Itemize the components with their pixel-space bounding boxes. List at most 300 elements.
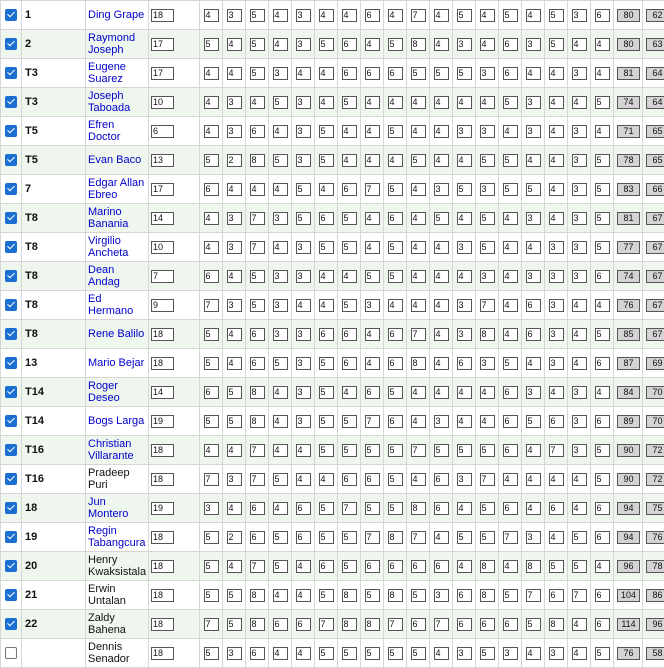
hole-score-input[interactable]: 6 <box>457 589 472 602</box>
hole-score-input[interactable]: 4 <box>411 270 426 283</box>
player-name-link[interactable] <box>88 61 126 85</box>
row-checkbox[interactable] <box>5 618 17 630</box>
hole-score-input[interactable]: 4 <box>434 357 449 370</box>
hole-score-input[interactable]: 4 <box>549 386 564 399</box>
handicap-input[interactable]: 18 <box>151 473 174 486</box>
hole-score-input[interactable]: 3 <box>434 415 449 428</box>
hole-score-input[interactable]: 4 <box>526 154 541 167</box>
hole-score-input[interactable]: 6 <box>365 560 380 573</box>
player-name-link[interactable] <box>88 90 130 114</box>
hole-score-input[interactable]: 8 <box>549 618 564 631</box>
hole-score-input[interactable]: 5 <box>204 38 219 51</box>
hole-score-input[interactable]: 3 <box>572 183 587 196</box>
hole-score-input[interactable]: 4 <box>273 502 288 515</box>
hole-score-input[interactable]: 3 <box>227 241 242 254</box>
hole-score-input[interactable]: 6 <box>319 212 334 225</box>
row-checkbox[interactable] <box>5 357 17 369</box>
hole-score-input[interactable]: 4 <box>273 589 288 602</box>
hole-score-input[interactable]: 4 <box>342 386 357 399</box>
hole-score-input[interactable]: 4 <box>526 502 541 515</box>
hole-score-input[interactable]: 7 <box>572 589 587 602</box>
hole-score-input[interactable]: 3 <box>480 125 495 138</box>
hole-score-input[interactable]: 6 <box>434 473 449 486</box>
hole-score-input[interactable]: 6 <box>595 415 610 428</box>
hole-score-input[interactable]: 4 <box>434 647 449 660</box>
hole-score-input[interactable]: 4 <box>227 328 242 341</box>
hole-score-input[interactable]: 6 <box>273 618 288 631</box>
hole-score-input[interactable]: 4 <box>319 473 334 486</box>
hole-score-input[interactable]: 5 <box>250 67 265 80</box>
player-name-link[interactable] <box>88 235 128 259</box>
hole-score-input[interactable]: 6 <box>204 270 219 283</box>
hole-score-input[interactable]: 6 <box>503 386 518 399</box>
row-checkbox[interactable] <box>5 183 17 195</box>
hole-score-input[interactable]: 3 <box>227 96 242 109</box>
hole-score-input[interactable]: 5 <box>204 589 219 602</box>
hole-score-input[interactable]: 7 <box>204 473 219 486</box>
player-name-link[interactable] <box>88 119 120 143</box>
hole-score-input[interactable]: 5 <box>503 96 518 109</box>
hole-score-input[interactable]: 4 <box>365 328 380 341</box>
hole-score-input[interactable]: 6 <box>411 618 426 631</box>
handicap-input[interactable]: 13 <box>151 154 174 167</box>
hole-score-input[interactable]: 7 <box>204 618 219 631</box>
handicap-input[interactable]: 18 <box>151 560 174 573</box>
hole-score-input[interactable]: 6 <box>296 502 311 515</box>
hole-score-input[interactable]: 4 <box>388 299 403 312</box>
hole-score-input[interactable]: 5 <box>204 531 219 544</box>
player-name-link[interactable] <box>88 32 135 56</box>
handicap-input[interactable]: 19 <box>151 415 174 428</box>
hole-score-input[interactable]: 5 <box>365 589 380 602</box>
hole-score-input[interactable]: 5 <box>411 67 426 80</box>
hole-score-input[interactable]: 4 <box>273 38 288 51</box>
hole-score-input[interactable]: 3 <box>572 270 587 283</box>
hole-score-input[interactable]: 4 <box>227 502 242 515</box>
hole-score-input[interactable]: 5 <box>342 444 357 457</box>
hole-score-input[interactable]: 5 <box>411 154 426 167</box>
hole-score-input[interactable]: 5 <box>572 560 587 573</box>
hole-score-input[interactable]: 5 <box>388 502 403 515</box>
row-checkbox[interactable] <box>5 96 17 108</box>
handicap-input[interactable]: 18 <box>151 589 174 602</box>
row-checkbox[interactable] <box>5 212 17 224</box>
hole-score-input[interactable]: 8 <box>250 618 265 631</box>
hole-score-input[interactable]: 5 <box>457 531 472 544</box>
hole-score-input[interactable]: 6 <box>250 328 265 341</box>
hole-score-input[interactable]: 5 <box>204 154 219 167</box>
hole-score-input[interactable]: 4 <box>549 212 564 225</box>
hole-score-input[interactable]: 5 <box>273 473 288 486</box>
hole-score-input[interactable]: 3 <box>549 328 564 341</box>
hole-score-input[interactable]: 3 <box>273 299 288 312</box>
hole-score-input[interactable]: 7 <box>526 589 541 602</box>
hole-score-input[interactable]: 8 <box>411 38 426 51</box>
hole-score-input[interactable]: 5 <box>365 270 380 283</box>
hole-score-input[interactable]: 7 <box>503 531 518 544</box>
hole-score-input[interactable]: 7 <box>365 531 380 544</box>
hole-score-input[interactable]: 4 <box>411 183 426 196</box>
handicap-input[interactable]: 18 <box>151 357 174 370</box>
hole-score-input[interactable]: 5 <box>526 415 541 428</box>
hole-score-input[interactable]: 5 <box>480 647 495 660</box>
hole-score-input[interactable]: 4 <box>457 96 472 109</box>
hole-score-input[interactable]: 5 <box>480 502 495 515</box>
hole-score-input[interactable]: 4 <box>595 125 610 138</box>
hole-score-input[interactable]: 6 <box>365 386 380 399</box>
hole-score-input[interactable]: 4 <box>572 357 587 370</box>
row-checkbox[interactable] <box>5 38 17 50</box>
hole-score-input[interactable]: 5 <box>342 647 357 660</box>
hole-score-input[interactable]: 4 <box>204 96 219 109</box>
hole-score-input[interactable]: 3 <box>457 328 472 341</box>
hole-score-input[interactable]: 5 <box>595 96 610 109</box>
hole-score-input[interactable]: 3 <box>457 473 472 486</box>
hole-score-input[interactable]: 4 <box>365 38 380 51</box>
hole-score-input[interactable]: 3 <box>434 589 449 602</box>
row-checkbox[interactable] <box>5 299 17 311</box>
hole-score-input[interactable]: 3 <box>549 647 564 660</box>
hole-score-input[interactable]: 5 <box>342 241 357 254</box>
hole-score-input[interactable]: 6 <box>549 415 564 428</box>
hole-score-input[interactable]: 6 <box>503 38 518 51</box>
player-name-link[interactable] <box>88 380 120 404</box>
hole-score-input[interactable]: 5 <box>595 647 610 660</box>
hole-score-input[interactable]: 3 <box>572 212 587 225</box>
hole-score-input[interactable]: 7 <box>365 415 380 428</box>
hole-score-input[interactable]: 4 <box>526 473 541 486</box>
hole-score-input[interactable]: 3 <box>572 444 587 457</box>
hole-score-input[interactable]: 6 <box>595 270 610 283</box>
hole-score-input[interactable]: 5 <box>273 560 288 573</box>
hole-score-input[interactable]: 8 <box>250 589 265 602</box>
hole-score-input[interactable]: 5 <box>388 473 403 486</box>
hole-score-input[interactable]: 4 <box>457 212 472 225</box>
hole-score-input[interactable]: 4 <box>457 154 472 167</box>
hole-score-input[interactable]: 3 <box>296 9 311 22</box>
hole-score-input[interactable]: 5 <box>365 647 380 660</box>
hole-score-input[interactable]: 5 <box>319 444 334 457</box>
hole-score-input[interactable]: 5 <box>388 125 403 138</box>
hole-score-input[interactable]: 7 <box>480 473 495 486</box>
hole-score-input[interactable]: 5 <box>434 67 449 80</box>
hole-score-input[interactable]: 4 <box>411 96 426 109</box>
hole-score-input[interactable]: 4 <box>273 444 288 457</box>
hole-score-input[interactable]: 3 <box>503 647 518 660</box>
handicap-input[interactable]: 18 <box>151 444 174 457</box>
handicap-input[interactable]: 18 <box>151 647 174 660</box>
hole-score-input[interactable]: 4 <box>388 154 403 167</box>
hole-score-input[interactable]: 7 <box>411 328 426 341</box>
hole-score-input[interactable]: 5 <box>595 241 610 254</box>
hole-score-input[interactable]: 2 <box>227 154 242 167</box>
hole-score-input[interactable]: 4 <box>503 328 518 341</box>
row-checkbox[interactable] <box>5 560 17 572</box>
handicap-input[interactable]: 7 <box>151 270 174 283</box>
hole-score-input[interactable]: 5 <box>388 270 403 283</box>
hole-score-input[interactable]: 7 <box>434 618 449 631</box>
hole-score-input[interactable]: 5 <box>503 183 518 196</box>
hole-score-input[interactable]: 7 <box>204 299 219 312</box>
hole-score-input[interactable]: 3 <box>572 241 587 254</box>
hole-score-input[interactable]: 4 <box>273 125 288 138</box>
hole-score-input[interactable]: 6 <box>319 328 334 341</box>
hole-score-input[interactable]: 6 <box>434 502 449 515</box>
hole-score-input[interactable]: 2 <box>227 531 242 544</box>
row-checkbox[interactable] <box>5 67 17 79</box>
hole-score-input[interactable]: 5 <box>250 38 265 51</box>
hole-score-input[interactable]: 6 <box>457 618 472 631</box>
hole-score-input[interactable]: 5 <box>411 589 426 602</box>
hole-score-input[interactable]: 3 <box>457 38 472 51</box>
hole-score-input[interactable]: 4 <box>411 473 426 486</box>
hole-score-input[interactable]: 5 <box>204 357 219 370</box>
hole-score-input[interactable]: 5 <box>273 357 288 370</box>
hole-score-input[interactable]: 5 <box>342 212 357 225</box>
hole-score-input[interactable]: 7 <box>411 9 426 22</box>
hole-score-input[interactable]: 3 <box>526 96 541 109</box>
hole-score-input[interactable]: 3 <box>572 386 587 399</box>
hole-score-input[interactable]: 5 <box>227 618 242 631</box>
hole-score-input[interactable]: 4 <box>457 560 472 573</box>
hole-score-input[interactable]: 6 <box>388 212 403 225</box>
hole-score-input[interactable]: 5 <box>595 328 610 341</box>
hole-score-input[interactable]: 7 <box>342 502 357 515</box>
handicap-input[interactable]: 18 <box>151 618 174 631</box>
hole-score-input[interactable]: 4 <box>204 67 219 80</box>
hole-score-input[interactable]: 7 <box>250 212 265 225</box>
hole-score-input[interactable]: 5 <box>319 38 334 51</box>
hole-score-input[interactable]: 4 <box>503 270 518 283</box>
hole-score-input[interactable]: 4 <box>503 299 518 312</box>
hole-score-input[interactable]: 4 <box>480 415 495 428</box>
hole-score-input[interactable]: 3 <box>526 38 541 51</box>
hole-score-input[interactable]: 5 <box>457 183 472 196</box>
hole-score-input[interactable]: 5 <box>434 212 449 225</box>
hole-score-input[interactable]: 3 <box>296 125 311 138</box>
hole-score-input[interactable]: 3 <box>549 241 564 254</box>
hole-score-input[interactable]: 4 <box>434 96 449 109</box>
hole-score-input[interactable]: 3 <box>480 183 495 196</box>
hole-score-input[interactable]: 5 <box>595 212 610 225</box>
hole-score-input[interactable]: 3 <box>480 67 495 80</box>
player-name-link[interactable] <box>88 177 144 201</box>
hole-score-input[interactable]: 6 <box>342 38 357 51</box>
hole-score-input[interactable]: 4 <box>434 241 449 254</box>
hole-score-input[interactable]: 4 <box>273 183 288 196</box>
hole-score-input[interactable]: 5 <box>319 531 334 544</box>
hole-score-input[interactable]: 5 <box>204 560 219 573</box>
hole-score-input[interactable]: 7 <box>250 560 265 573</box>
hole-score-input[interactable]: 3 <box>296 241 311 254</box>
hole-score-input[interactable]: 3 <box>526 386 541 399</box>
hole-score-input[interactable]: 4 <box>388 96 403 109</box>
hole-score-input[interactable]: 6 <box>503 502 518 515</box>
hole-score-input[interactable]: 3 <box>457 125 472 138</box>
handicap-input[interactable]: 10 <box>151 96 174 109</box>
hole-score-input[interactable]: 3 <box>296 415 311 428</box>
row-checkbox[interactable] <box>5 473 17 485</box>
player-name-link[interactable] <box>88 206 128 230</box>
hole-score-input[interactable]: 3 <box>296 270 311 283</box>
hole-score-input[interactable]: 5 <box>365 444 380 457</box>
hole-score-input[interactable]: 3 <box>227 212 242 225</box>
hole-score-input[interactable]: 5 <box>595 154 610 167</box>
hole-score-input[interactable]: 6 <box>250 531 265 544</box>
hole-score-input[interactable]: 5 <box>503 154 518 167</box>
player-name-link[interactable] <box>88 264 120 288</box>
hole-score-input[interactable]: 7 <box>250 241 265 254</box>
hole-score-input[interactable]: 4 <box>319 96 334 109</box>
hole-score-input[interactable]: 4 <box>204 125 219 138</box>
hole-score-input[interactable]: 3 <box>204 502 219 515</box>
hole-score-input[interactable]: 6 <box>595 357 610 370</box>
hole-score-input[interactable]: 5 <box>342 415 357 428</box>
hole-score-input[interactable]: 5 <box>526 618 541 631</box>
hole-score-input[interactable]: 4 <box>342 270 357 283</box>
hole-score-input[interactable]: 4 <box>296 444 311 457</box>
hole-score-input[interactable]: 4 <box>549 67 564 80</box>
hole-score-input[interactable]: 5 <box>342 531 357 544</box>
hole-score-input[interactable]: 8 <box>342 618 357 631</box>
hole-score-input[interactable]: 3 <box>480 270 495 283</box>
hole-score-input[interactable]: 5 <box>388 183 403 196</box>
row-checkbox[interactable] <box>5 531 17 543</box>
hole-score-input[interactable]: 5 <box>319 125 334 138</box>
hole-score-input[interactable]: 3 <box>526 212 541 225</box>
hole-score-input[interactable]: 6 <box>296 531 311 544</box>
hole-score-input[interactable]: 7 <box>411 444 426 457</box>
hole-score-input[interactable]: 4 <box>411 299 426 312</box>
hole-score-input[interactable]: 4 <box>457 415 472 428</box>
hole-score-input[interactable]: 4 <box>457 502 472 515</box>
hole-score-input[interactable]: 4 <box>273 647 288 660</box>
hole-score-input[interactable]: 4 <box>480 96 495 109</box>
hole-score-input[interactable]: 4 <box>595 299 610 312</box>
hole-score-input[interactable]: 3 <box>273 212 288 225</box>
handicap-input[interactable]: 17 <box>151 183 174 196</box>
hole-score-input[interactable]: 5 <box>503 357 518 370</box>
hole-score-input[interactable]: 4 <box>296 589 311 602</box>
hole-score-input[interactable]: 4 <box>411 125 426 138</box>
hole-score-input[interactable]: 4 <box>434 125 449 138</box>
hole-score-input[interactable]: 4 <box>434 299 449 312</box>
hole-score-input[interactable]: 3 <box>296 386 311 399</box>
hole-score-input[interactable]: 4 <box>227 560 242 573</box>
handicap-input[interactable]: 17 <box>151 67 174 80</box>
hole-score-input[interactable]: 6 <box>365 473 380 486</box>
hole-score-input[interactable]: 6 <box>204 183 219 196</box>
hole-score-input[interactable]: 5 <box>411 647 426 660</box>
hole-score-input[interactable]: 3 <box>227 125 242 138</box>
hole-score-input[interactable]: 5 <box>480 212 495 225</box>
hole-score-input[interactable]: 5 <box>480 241 495 254</box>
hole-score-input[interactable]: 6 <box>549 589 564 602</box>
hole-score-input[interactable]: 4 <box>319 299 334 312</box>
hole-score-input[interactable]: 4 <box>250 183 265 196</box>
hole-score-input[interactable]: 5 <box>319 386 334 399</box>
hole-score-input[interactable]: 4 <box>549 531 564 544</box>
hole-score-input[interactable]: 5 <box>296 183 311 196</box>
hole-score-input[interactable]: 6 <box>457 357 472 370</box>
hole-score-input[interactable]: 4 <box>526 241 541 254</box>
hole-score-input[interactable]: 5 <box>273 96 288 109</box>
hole-score-input[interactable]: 4 <box>434 9 449 22</box>
hole-score-input[interactable]: 6 <box>342 183 357 196</box>
handicap-input[interactable]: 14 <box>151 212 174 225</box>
hole-score-input[interactable]: 6 <box>526 328 541 341</box>
hole-score-input[interactable]: 4 <box>503 241 518 254</box>
hole-score-input[interactable]: 5 <box>549 560 564 573</box>
handicap-input[interactable]: 14 <box>151 386 174 399</box>
hole-score-input[interactable]: 3 <box>457 241 472 254</box>
hole-score-input[interactable]: 4 <box>434 386 449 399</box>
hole-score-input[interactable]: 4 <box>503 212 518 225</box>
hole-score-input[interactable]: 3 <box>572 67 587 80</box>
hole-score-input[interactable]: 3 <box>273 270 288 283</box>
hole-score-input[interactable]: 7 <box>549 444 564 457</box>
hole-score-input[interactable]: 4 <box>526 67 541 80</box>
hole-score-input[interactable]: 6 <box>388 67 403 80</box>
handicap-input[interactable]: 19 <box>151 502 174 515</box>
hole-score-input[interactable]: 5 <box>434 444 449 457</box>
hole-score-input[interactable]: 4 <box>319 183 334 196</box>
hole-score-input[interactable]: 5 <box>296 212 311 225</box>
hole-score-input[interactable]: 5 <box>204 328 219 341</box>
hole-score-input[interactable]: 4 <box>572 473 587 486</box>
hole-score-input[interactable]: 4 <box>319 67 334 80</box>
hole-score-input[interactable]: 5 <box>250 299 265 312</box>
hole-score-input[interactable]: 7 <box>365 183 380 196</box>
hole-score-input[interactable]: 3 <box>572 125 587 138</box>
hole-score-input[interactable]: 3 <box>457 647 472 660</box>
hole-score-input[interactable]: 4 <box>434 38 449 51</box>
hole-score-input[interactable]: 3 <box>526 531 541 544</box>
hole-score-input[interactable]: 4 <box>457 270 472 283</box>
player-name-link[interactable] <box>88 328 144 340</box>
hole-score-input[interactable]: 4 <box>457 386 472 399</box>
hole-score-input[interactable]: 5 <box>365 502 380 515</box>
hole-score-input[interactable]: 8 <box>388 531 403 544</box>
hole-score-input[interactable]: 4 <box>296 67 311 80</box>
hole-score-input[interactable]: 6 <box>250 357 265 370</box>
hole-score-input[interactable]: 3 <box>273 67 288 80</box>
hole-score-input[interactable]: 8 <box>480 589 495 602</box>
hole-score-input[interactable]: 4 <box>572 618 587 631</box>
player-name-link[interactable] <box>88 293 133 317</box>
hole-score-input[interactable]: 4 <box>273 415 288 428</box>
hole-score-input[interactable]: 4 <box>503 125 518 138</box>
hole-score-input[interactable]: 5 <box>319 415 334 428</box>
hole-score-input[interactable]: 3 <box>365 299 380 312</box>
hole-score-input[interactable]: 4 <box>227 38 242 51</box>
hole-score-input[interactable]: 8 <box>365 618 380 631</box>
hole-score-input[interactable]: 5 <box>319 241 334 254</box>
hole-score-input[interactable]: 4 <box>388 9 403 22</box>
hole-score-input[interactable]: 3 <box>296 154 311 167</box>
hole-score-input[interactable]: 5 <box>227 386 242 399</box>
hole-score-input[interactable]: 5 <box>595 444 610 457</box>
hole-score-input[interactable]: 4 <box>227 270 242 283</box>
hole-score-input[interactable]: 4 <box>365 154 380 167</box>
row-checkbox[interactable] <box>5 9 17 21</box>
hole-score-input[interactable]: 3 <box>227 299 242 312</box>
hole-score-input[interactable]: 8 <box>480 328 495 341</box>
handicap-input[interactable]: 18 <box>151 328 174 341</box>
hole-score-input[interactable]: 4 <box>572 96 587 109</box>
hole-score-input[interactable]: 5 <box>204 415 219 428</box>
hole-score-input[interactable]: 5 <box>572 531 587 544</box>
